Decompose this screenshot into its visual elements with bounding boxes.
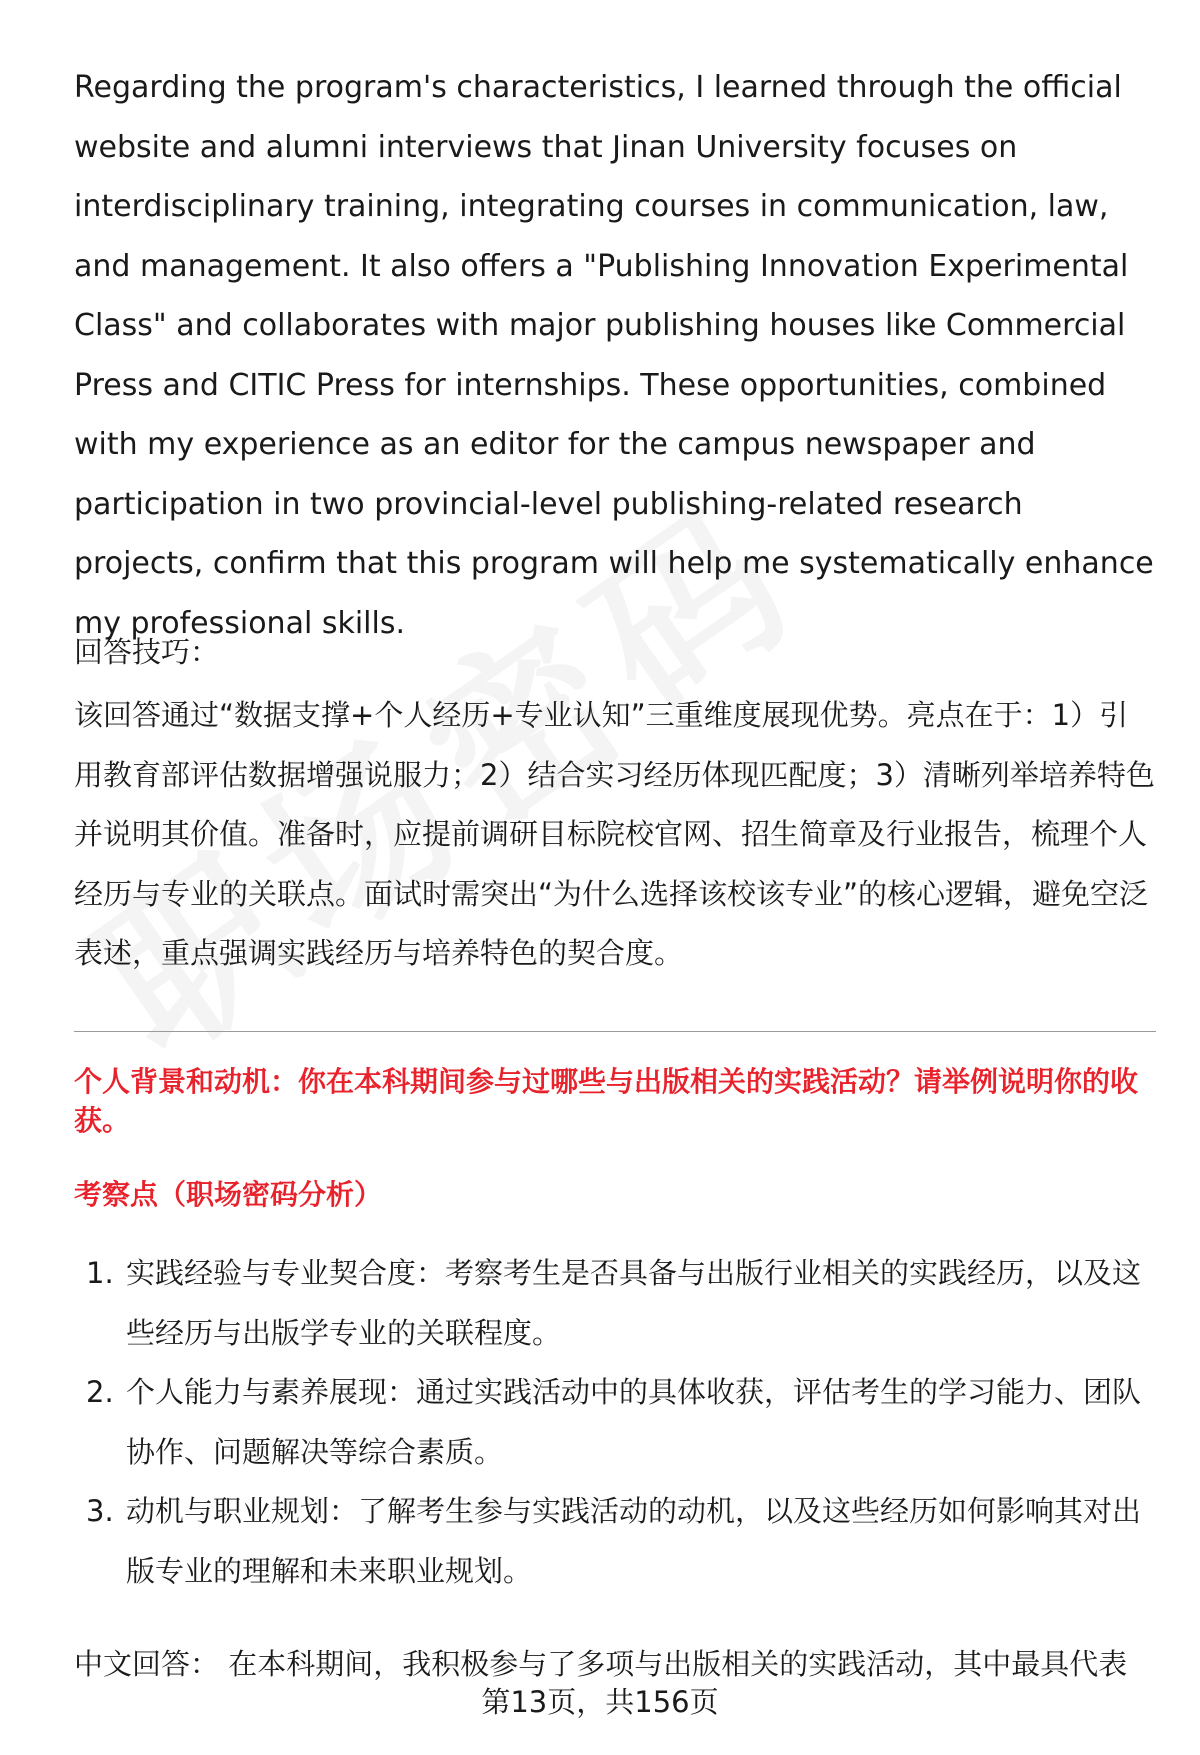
tips-heading: 回答技巧： bbox=[74, 635, 220, 669]
list-item-text: 个人能力与素养展现：通过实践活动中的具体收获，评估考生的学习能力、团队协作、问题解决等综合素质。 bbox=[126, 1375, 1142, 1469]
section-divider bbox=[74, 1031, 1156, 1032]
list-item-text: 动机与职业规划：了解考生参与实践活动的动机，以及这些经历如何影响其对出版专业的理解和未来职业规划。 bbox=[126, 1494, 1142, 1588]
list-item-text: 实践经验与专业契合度：考察考生是否具备与出版行业相关的实践经历，以及这些经历与出版学专业的关联程度。 bbox=[126, 1256, 1142, 1350]
assessment-points-list bbox=[74, 1244, 1156, 1601]
chinese-answer-start: 中文回答： 在本科期间，我积极参与了多项与出版相关的实践活动，其中最具代表 bbox=[74, 1647, 1128, 1681]
list-item-number: 2. bbox=[86, 1375, 114, 1409]
question-heading: 个人背景和动机：你在本科期间参与过哪些与出版相关的实践活动？请举例说明你的收获。 bbox=[74, 1065, 1139, 1137]
document-page bbox=[74, 0, 1156, 1755]
list-item-number: 3. bbox=[86, 1494, 114, 1528]
tips-body: 该回答通过“数据支撑+个人经历+专业认知”三重维度展现优势。亮点在于：1）引用教育部评估数据增强说服力；2）结合实习经历体现匹配度；3）清晰列举培养特色并说明其价值。准备时，应提前调研目标院校官网、招生简章及行业报告，梳理个人经历与专业的关联点。面试时需突出“为什么选择该校该专业”的核心逻辑，避免空泛表述，重点强调实践经历与培养特色的契合度。 bbox=[74, 698, 1155, 970]
page-footer: 第13页，共156页 bbox=[481, 1685, 719, 1719]
english-answer-paragraph: Regarding the program's characteristics, I learned through the official website and alumni interviews that Jinan University focuses on interdisciplinary training, integrating courses in communication, law, and management. It also offers a "Publishing Innovation Experimental Class" and collaborates with major publishing houses like Commercial Press and CITIC Press for internships. These opportunities, combined with my experience as an editor for the campus newspaper and participation in two provincial-level publishing-related research projects, confirm that this program will help me systematically enhance my professional skills. bbox=[74, 70, 1154, 641]
list-item bbox=[74, 1482, 1156, 1601]
assessment-points-heading: 考察点（职场密码分析） bbox=[74, 1178, 383, 1211]
list-item bbox=[74, 1363, 1156, 1482]
list-item-number: 1. bbox=[86, 1256, 114, 1290]
list-item bbox=[74, 1244, 1156, 1363]
